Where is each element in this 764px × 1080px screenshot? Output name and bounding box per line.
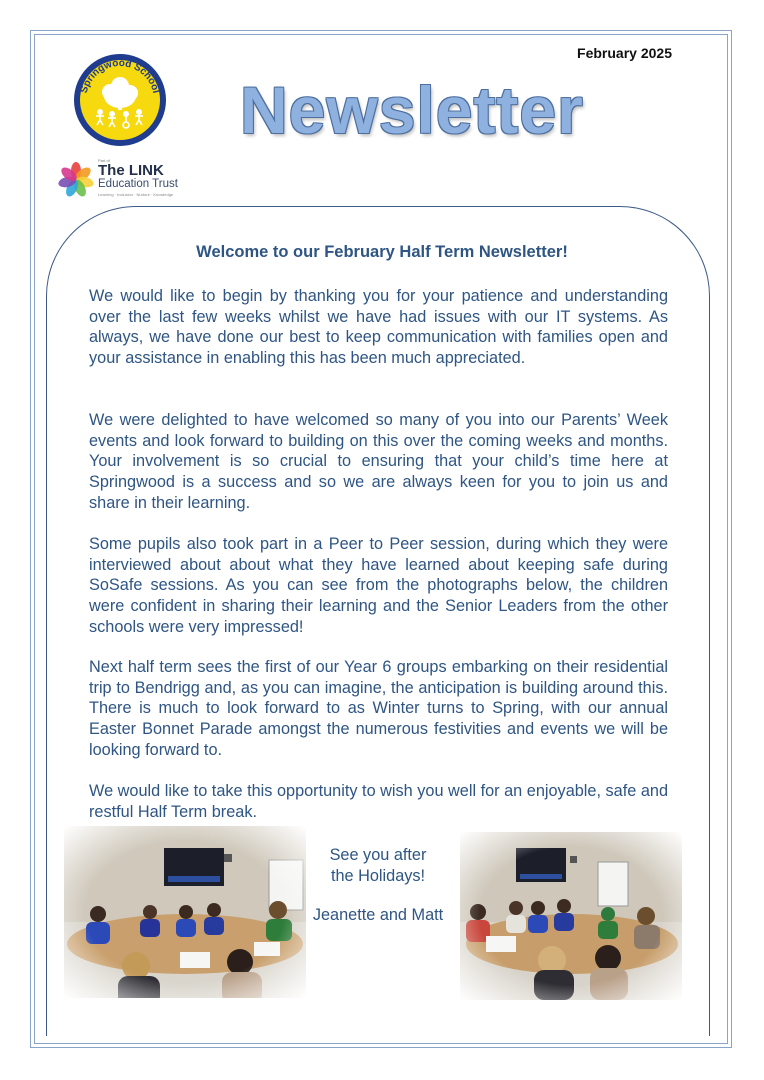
trust-tagline: Learning · Inclusion · Nurture · Knowledge bbox=[98, 192, 174, 197]
trust-flower-icon bbox=[58, 162, 94, 198]
paragraph-it-systems: We would like to begin by thanking you for your patience and understanding over the last few weeks whilst we have had issues with our IT systems. As always, we have done our best to keep communication with families open and your assistance in enabling this has been much appreciated. bbox=[89, 287, 668, 368]
trust-logo bbox=[58, 158, 198, 200]
trust-subname: Education Trust bbox=[98, 178, 178, 190]
photo-peer-session-left bbox=[64, 826, 306, 998]
paragraph-half-term-wish: We would like to take this opportunity to wish you well for an enjoyable, safe and restful Half Term break. bbox=[89, 782, 668, 821]
signature: Jeanette and Matt bbox=[312, 906, 444, 924]
newsletter-date: February 2025 bbox=[577, 45, 672, 61]
trust-prefix: Part of bbox=[98, 158, 110, 163]
signoff-line-2: the Holidays! bbox=[330, 867, 426, 885]
paragraph-parents-week: We were delighted to have welcomed so many of you into our Parents’ Week events and look forward to building on this over the coming weeks and months. Your involvement is so crucial to ensuring that your child’s time here at Springwood is a success and so we are always keen for you to join us and share in their learning. bbox=[89, 411, 668, 512]
paragraph-peer-to-peer: Some pupils also took part in a Peer to Peer session, during which they were interviewed about about what they have learned about keeping safe during SoSafe sessions. As you can see from the photographs below, the children were confident in sharing their learning and the Senior Leaders from the other schools were very impressed! bbox=[89, 535, 668, 636]
school-logo bbox=[72, 52, 168, 148]
newsletter-title: Newsletter bbox=[240, 73, 584, 147]
paragraph-next-half-term: Next half term sees the first of our Year 6 groups embarking on their residential trip to Bendrigg and, as you can imagine, the anticipation is building around this. There is much to look forward to as Winter turns to Spring, with our annual Easter Bonnet Parade amongst the numerous festivities and events we will be looking forward to. bbox=[89, 658, 668, 759]
school-logo-text: Springwood School bbox=[78, 57, 162, 95]
photo-peer-session-right bbox=[460, 832, 682, 1000]
signoff-line-1: See you after bbox=[329, 846, 427, 864]
welcome-heading: Welcome to our February Half Term Newsletter! bbox=[196, 243, 568, 261]
trust-name: The LINK bbox=[98, 162, 164, 179]
